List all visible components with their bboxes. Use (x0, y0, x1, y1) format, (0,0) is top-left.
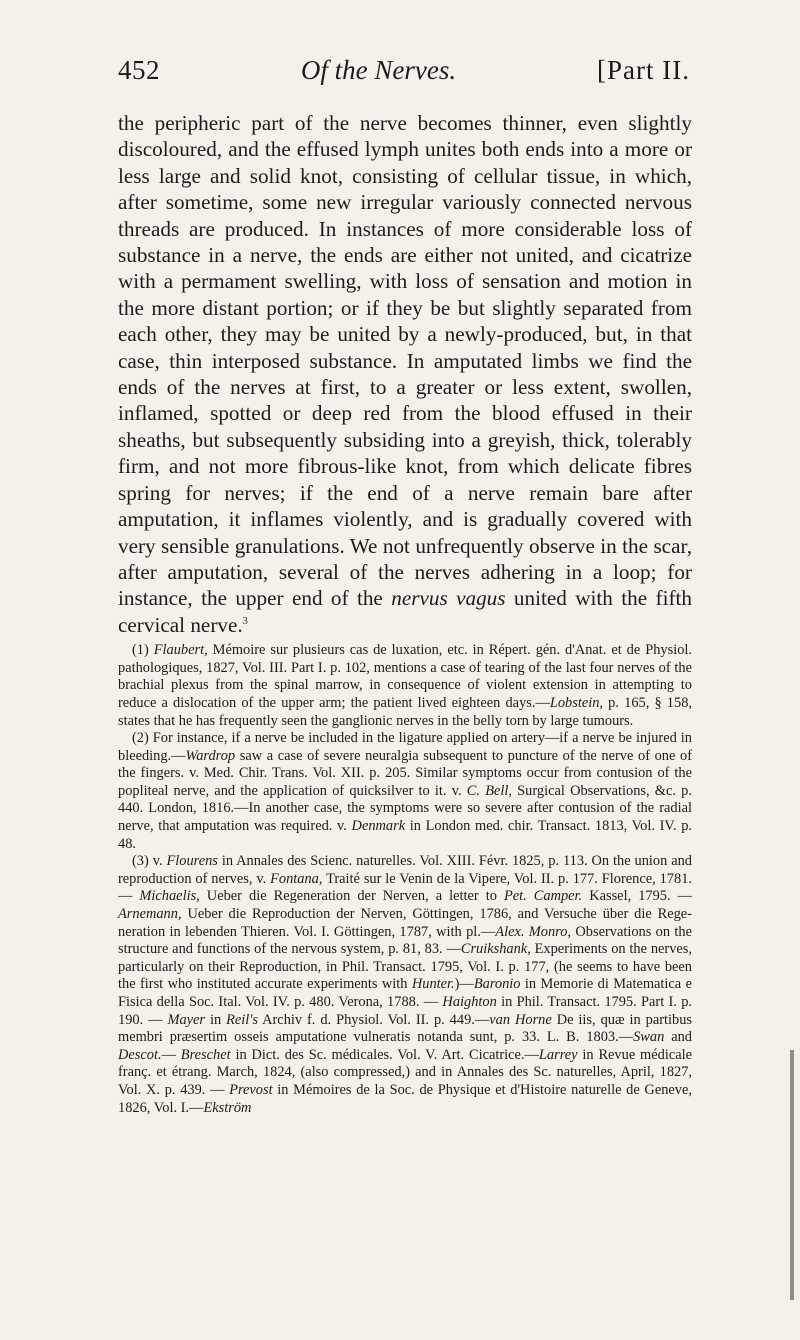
footnotes (118, 642, 692, 1117)
author-name: Pet. Camper. (503, 888, 583, 905)
footnote-text: De iis, quæ in partibus membri præsertim osseis amputatione vulneratis notanda sunt, p. 33. L. B. 1803.— (118, 1011, 692, 1046)
paragraph-text-end: united with the fifth cervical nerve. (118, 586, 692, 637)
author-name: Flourens (166, 853, 218, 870)
main-text (118, 110, 692, 638)
author-name: Larrey (538, 1046, 578, 1063)
author-name: van Horne (489, 1011, 552, 1028)
author-name: Michaelis, (139, 888, 200, 905)
author-name: Haighton (442, 994, 497, 1010)
footnote-text: Ueber die Reproduction der Nerven, Göttingen, 1786, and Versuche über die Regeneration in lebenden Thieren. Vol. I. Göttingen, 1787, with pl.— (118, 906, 692, 940)
footnote-2 (118, 730, 692, 853)
footnote-text: and (664, 1029, 692, 1046)
footnote-text: in Annales des Scienc. naturelles. Vol. XIII. Févr. 1825, p. 113. On the union and reproduction of nerves, v. (118, 853, 692, 887)
author-name: Arnemann, (118, 906, 182, 923)
author-name: Swan (633, 1029, 665, 1046)
author-name: Hunter. (411, 976, 455, 993)
author-name: Breschet (180, 1046, 231, 1063)
footnote-text: — (161, 1046, 181, 1063)
author-name: C. Bell, (466, 782, 512, 799)
author-name: Prevost (229, 1081, 273, 1098)
footnote-text: in Memorie di Matematica e Fisica della Soc. Ital. Vol. IV. p. 480. Verona, 1788. — (118, 976, 692, 1010)
page-edge-shadow (790, 1050, 794, 1300)
footnote-text: Mémoire sur plusieurs cas de luxation, etc. in Répert. gén. d'Anat. et de Physiol. pathologiques, 1827, Vol. III. Part I. p. 102, mentions a case of tearing of the last four nerves of the brachial plexus from the spinal marrow, in consequence of violent extension in attempting to reduce a dislocation of the upper arm; the patient lived eighteen days.— (118, 642, 692, 711)
page-number: 452 (118, 55, 160, 85)
author-name: Denmark (351, 818, 406, 835)
footnote-text: in Mémoires de la Soc. de Physique et d'Histoire naturelle de Geneve, 1826, Vol. I.— (118, 1081, 692, 1116)
footnote-text: Ueber die Regeneration der Nerven, a letter to (199, 888, 504, 905)
part-label: [Part II. (597, 55, 690, 85)
author-name: Lobstein, (549, 694, 604, 711)
author-name: Fontana, (270, 870, 323, 887)
footnote-text: Traité sur le Venin de la Vipere, Vol. II. p. 177. Florence, 1781. — (118, 870, 692, 905)
author-name: Ekström (203, 1099, 252, 1116)
footnote-text: Archiv f. d. Physiol. Vol. II. p. 449.— (257, 1011, 490, 1028)
footnote-text: p. 165, § 158, states that he has frequently seen the ganglionic nerves in the belly torn by large tumours. (118, 694, 692, 729)
footnote-marker: (1) (132, 642, 154, 659)
footnote-text: (2) For instance, if a nerve be included in the ligature applied on artery—if a nerve be injured in bleeding.— (118, 730, 692, 764)
author-name: Alex. Monro, (495, 923, 572, 940)
paragraph-text: the peripheric part of the nerve becomes thinner, even slightly discoloured, and the effused lymph unites both ends into a more or less large and solid knot, consisting of cellular tissue, in which, after sometime, some new irregular variously connected nervous threads are produced. In instances of more considerable loss of substance in a nerve, the ends are either not united, and cicatrize with a permament swelling, with loss of sensation and motion in the more distant portion; or if they be but slightly separated from each other, they may be united by a newly-produced, but, in that case, thin interposed substance. In amputated limbs we find the ends of the nerves at first, to a greater or less extent, swollen, inflamed, spotted or deep red from the blood effused in their sheaths, but subsequently subsiding into a greyish, thick, tolerably firm, and not more fibrous-like knot, from which delicate fibres spring for nerves; if the end of a nerve remain bare after amputation, it inflames violently, and is gradually covered with very sensible granulations. We not unfrequently observe in the scar, after amputation, several of the nerves adhering in a loop; for instance, the upper end of the (118, 111, 692, 611)
main-paragraph (118, 110, 692, 638)
author-name: Flaubert, (153, 642, 208, 659)
footnote-text: in Phil. Transact. 1795. Part I. p. 190. — (118, 994, 692, 1028)
footnote-text: saw a case of severe neuralgia subsequent to puncture of the nerve of one of the fingers. v. Med. Chir. Trans. Vol. XII. p. 205. Similar symptoms occur from contusion of the popliteal nerve, and the application of quicksilver to it. v. (118, 747, 692, 799)
footnote-text: in (205, 1011, 227, 1028)
footnote-text: Experiments on the nerves, particularly on their Reproduction, in Phil. Transact. 1795, Vol. I. p. 177, (he seems to have been the first who instituted accurate experiments with (118, 941, 692, 993)
author-name: Reil's (226, 1011, 258, 1028)
author-name: Wardrop (185, 747, 236, 764)
latin-term: nervus vagus (391, 586, 506, 611)
footnote-3 (118, 853, 692, 1117)
running-title: Of the Nerves. (300, 55, 457, 85)
footnote-text: in London med. chir. Transact. 1813, Vol. IV. p. 48. (118, 818, 692, 852)
footnote-text: Surgical Observations, &c. p. 440. London, 1816.—In another case, the symptoms were so severe after contusion of the radial nerve, that amputation was required. v. (118, 782, 692, 835)
author-name: Cruikshank, (460, 941, 531, 958)
running-header (118, 52, 692, 88)
footnote-1 (118, 642, 692, 730)
author-name: Descot. (118, 1046, 162, 1063)
footnote-text: Observations on the structure and functions of the nervous system, p. 81, 83. — (118, 923, 692, 958)
footnote-text: (3) v. (132, 853, 167, 870)
footnote-text: in Revue médicale franç. et étrang. March, 1824, (also compressed,) and in Annales des Sc. naturelles, April, 1827, Vol. X. p. 439. — (118, 1046, 692, 1098)
footnote-text: in Dict. des Sc. médicales. Vol. V. Art. Cicatrice.— (230, 1046, 539, 1063)
author-name: Mayer (167, 1011, 206, 1028)
author-name: Baronio (473, 976, 521, 993)
footnote-text: Kassel, 1795. — (582, 888, 692, 905)
footnote-reference: 3 (242, 615, 248, 627)
footnote-text: )— (454, 976, 474, 993)
